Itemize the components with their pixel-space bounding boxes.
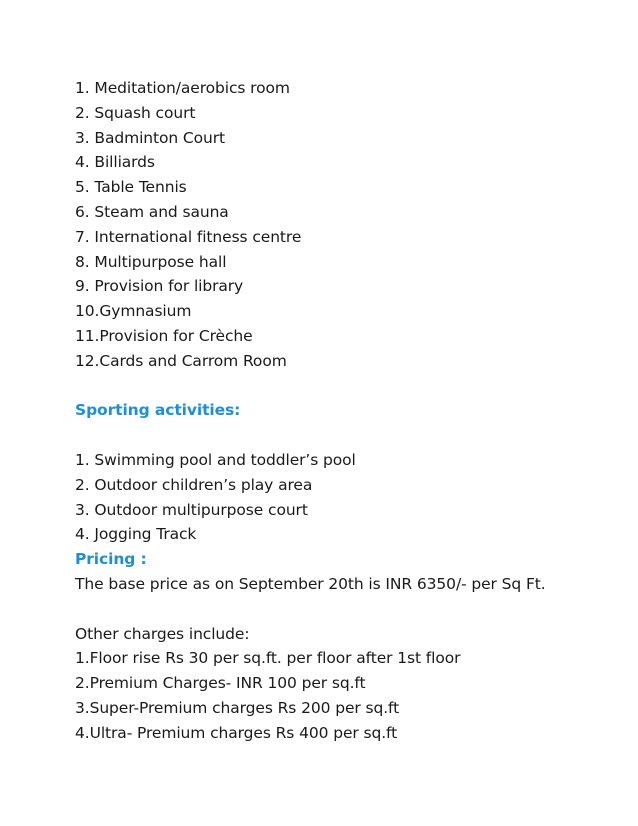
list-item: 4.Ultra- Premium charges Rs 400 per sq.ft [75,723,398,742]
other-charges-list [75,646,615,745]
amenities-list [75,76,615,374]
document-page [75,76,615,746]
other-charges-intro: Other charges include: [75,624,250,643]
list-item: 1.Floor rise Rs 30 per sq.ft. per floor after 1st floor [75,649,461,668]
list-item: 2.Premium Charges- INR 100 per sq.ft [75,674,366,693]
list-item: 8. Multipurpose hall [75,252,227,271]
list-item: 2. Squash court [75,103,196,122]
list-item: 7. International fitness centre [75,227,302,246]
base-price-text: The base price as on September 20th is INR 6350/- per Sq Ft. [75,574,546,593]
list-item: 4. Jogging Track [75,525,197,544]
list-item: 6. Steam and sauna [75,202,229,221]
list-item: 12.Cards and Carrom Room [75,351,287,370]
sporting-activities-list [75,448,615,547]
list-item: 11.Provision for Crèche [75,326,253,345]
sporting-activities-heading: Sporting activities: [75,401,241,420]
list-item: 1. Meditation/aerobics room [75,79,290,97]
list-item: 3. Outdoor multipurpose court [75,500,308,519]
list-item: 3. Badminton Court [75,128,226,147]
list-item: 4. Billiards [75,153,155,172]
list-item: 5. Table Tennis [75,178,187,197]
list-item: 2. Outdoor children’s play area [75,475,313,494]
list-item: 10.Gymnasium [75,302,192,321]
pricing-heading: Pricing : [75,550,147,569]
list-item: 1. Swimming pool and toddler’s pool [75,450,356,469]
list-item: 3.Super-Premium charges Rs 200 per sq.ft [75,698,400,717]
list-item: 9. Provision for library [75,277,244,296]
